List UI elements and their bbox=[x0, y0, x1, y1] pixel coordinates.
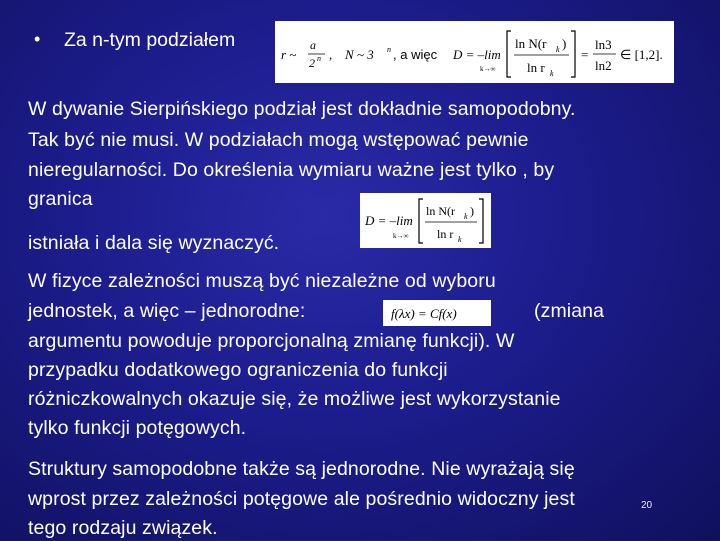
formula1-ln2: ln2 bbox=[595, 58, 612, 73]
formula1-eq: = bbox=[581, 47, 589, 62]
paragraph2-line6: tylko funkcji potęgowych. bbox=[28, 417, 247, 439]
formula-dimension-limit bbox=[360, 193, 491, 248]
formula1-num: ln N(r bbox=[515, 36, 547, 51]
formula1-N: N ~ 3 bbox=[345, 47, 374, 62]
paragraph1-line2: Tak być nie musi. W podziałach mogą wstępować pewnie bbox=[28, 129, 529, 151]
formula1-n-sup: n bbox=[317, 54, 321, 63]
paragraph2-line3: argumentu powoduje proporcjonalną zmianę funkcji). W bbox=[28, 330, 515, 352]
formula1-r: r ~ bbox=[281, 47, 297, 62]
formula1-den: ln r bbox=[527, 60, 545, 75]
page-number: 20 bbox=[641, 500, 653, 511]
formula1-conj: , a więc bbox=[393, 47, 438, 62]
paragraph1-line3: nieregularności. Do określenia wymiaru ważne jest tylko , by bbox=[28, 159, 555, 181]
paragraph3-line1: Struktury samopodobne także są jednorodne. Nie wyrażają się bbox=[28, 458, 575, 480]
formula1-lim-sub: k→∞ bbox=[480, 65, 496, 73]
formula1-num-sub: k bbox=[556, 45, 560, 54]
paragraph1-line4: granica bbox=[28, 188, 93, 210]
formula2-den-sub: k bbox=[458, 235, 462, 244]
formula3-text: f(λx) = Cf(x) bbox=[391, 306, 457, 321]
formula1-ln3: ln3 bbox=[595, 37, 612, 52]
paragraph2-line5: różniczkowalnych okazuje się, że możliwe jest wykorzystanie bbox=[28, 388, 561, 410]
formula1-den-sub: k bbox=[550, 69, 554, 78]
formula1-interval: ∈ [1,2]. bbox=[620, 47, 663, 62]
paragraph2-line2b: (zmiana bbox=[534, 300, 605, 322]
formula1-D: D = –lim bbox=[453, 47, 501, 62]
paragraph3-line3: tego rodzaju związek. bbox=[28, 517, 218, 539]
formula-scaling-dimension bbox=[275, 21, 674, 83]
paragraph2-line1: W fizyce zależności muszą być niezależne od wyboru bbox=[28, 270, 496, 292]
formula-homogeneity bbox=[383, 300, 491, 326]
formula2-D: D = –lim bbox=[365, 213, 413, 228]
formula2-num-sub: k bbox=[464, 212, 468, 221]
formula2-den: ln r bbox=[437, 227, 454, 241]
paragraph2-line4: przypadku dodatkowego ograniczenia do funkcji bbox=[28, 359, 448, 381]
formula1-2: 2 bbox=[309, 56, 315, 70]
formula2-num-close: ) bbox=[470, 204, 474, 218]
paragraph3-line2: wprost przez zależności potęgowe ale pośrednio widoczny jest bbox=[28, 488, 575, 510]
paragraph1-line1: W dywanie Sierpińskiego podział jest dokładnie samopodobny. bbox=[28, 98, 576, 120]
formula1-a: a bbox=[310, 38, 316, 52]
formula2-num: ln N(r bbox=[426, 204, 455, 218]
formula1-comma: , bbox=[329, 47, 333, 62]
formula2-lim-sub: k→∞ bbox=[393, 232, 409, 240]
formula1-n-sup2: n bbox=[387, 45, 391, 54]
bullet-marker: • bbox=[34, 29, 41, 49]
paragraph2-line2a: jednostek, a więc – jednorodne: bbox=[28, 300, 306, 322]
formula1-num-close: ) bbox=[562, 36, 567, 51]
paragraph1-tail: istniała i dala się wyznaczyć. bbox=[28, 232, 280, 254]
bullet-text: Za n-tym podziałem bbox=[64, 29, 236, 51]
